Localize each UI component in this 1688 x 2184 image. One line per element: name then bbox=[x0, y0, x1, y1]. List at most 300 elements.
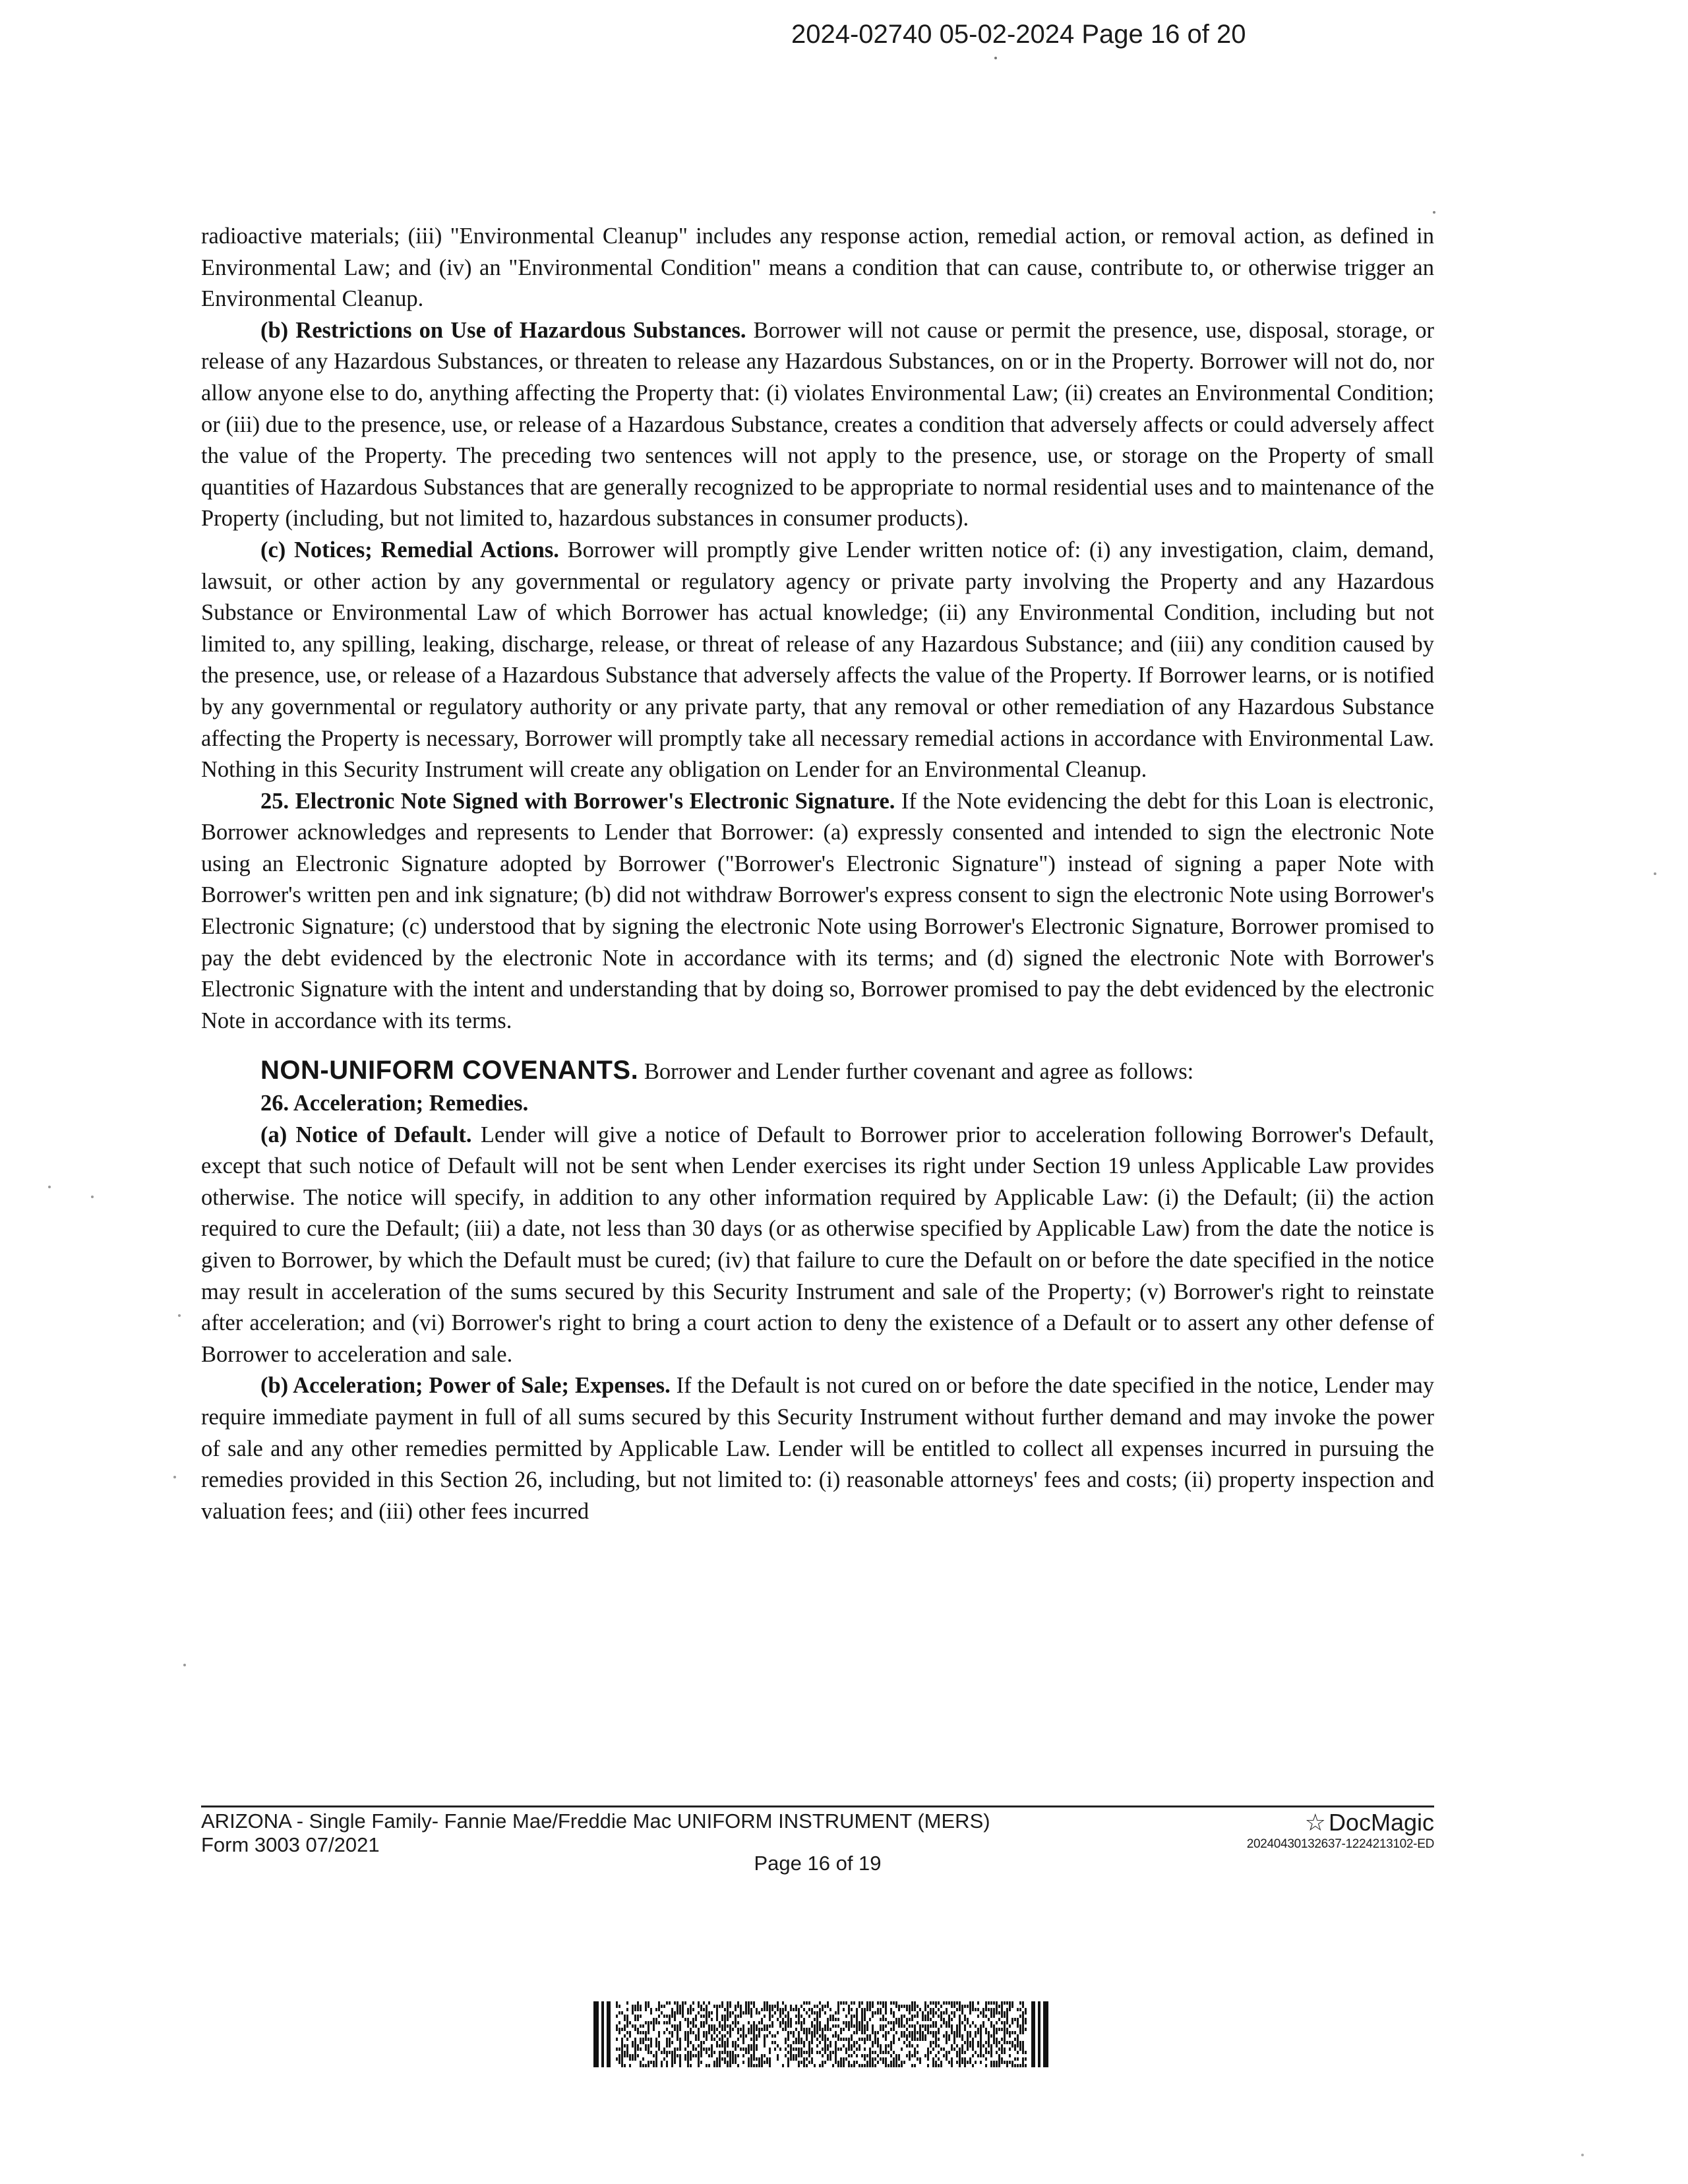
barcode-module bbox=[750, 2038, 752, 2041]
barcode-module bbox=[806, 2028, 808, 2031]
barcode-module bbox=[985, 2031, 987, 2034]
barcode-module bbox=[721, 2057, 723, 2061]
barcode-module bbox=[745, 2051, 747, 2054]
barcode-module bbox=[663, 2015, 665, 2018]
barcode-module bbox=[822, 2005, 824, 2008]
barcode-module bbox=[959, 2018, 961, 2021]
barcode-module bbox=[677, 2054, 678, 2057]
barcode-module bbox=[909, 2041, 911, 2044]
barcode-module bbox=[835, 2061, 837, 2064]
paragraph-text: radioactive materials; (iii) "Environmental Cleanup" includes any response action, remedial action, or removal action, as defined in Environmental Law; and (iv) an "Environmental Condition" means a condition that can cause, contribute to, or otherwise trigger an Environmental Cleanup. bbox=[201, 224, 1434, 312]
barcode-module bbox=[756, 2048, 758, 2051]
barcode-module bbox=[621, 2038, 623, 2041]
barcode-module bbox=[898, 2024, 900, 2028]
barcode-module bbox=[948, 2024, 950, 2028]
barcode-module bbox=[800, 2015, 802, 2018]
barcode-module bbox=[856, 2041, 858, 2044]
barcode-module bbox=[648, 2048, 649, 2051]
barcode-module bbox=[861, 2001, 863, 2005]
barcode-module bbox=[919, 2024, 921, 2028]
barcode-module bbox=[811, 2034, 813, 2038]
barcode-module bbox=[761, 2028, 763, 2031]
barcode-module bbox=[919, 2061, 921, 2064]
barcode-module bbox=[798, 2064, 800, 2067]
barcode-module bbox=[993, 2011, 995, 2015]
barcode-module bbox=[816, 2028, 818, 2031]
barcode-module bbox=[793, 2041, 795, 2044]
barcode-module bbox=[827, 2057, 829, 2061]
barcode-module bbox=[856, 2024, 858, 2028]
barcode-module bbox=[655, 2021, 657, 2024]
barcode-module bbox=[624, 2064, 626, 2067]
barcode-module bbox=[837, 2034, 839, 2038]
barcode-module bbox=[943, 2018, 945, 2021]
barcode-module bbox=[793, 2034, 795, 2038]
barcode-module bbox=[769, 2031, 771, 2034]
barcode-module bbox=[932, 2015, 934, 2018]
barcode-module bbox=[687, 2041, 689, 2044]
barcode-module bbox=[724, 2051, 726, 2054]
barcode-module bbox=[845, 2051, 847, 2054]
barcode-module bbox=[866, 2021, 868, 2024]
barcode-module bbox=[761, 2061, 763, 2064]
barcode-module bbox=[1017, 2041, 1019, 2044]
barcode-module bbox=[959, 2054, 961, 2057]
barcode-module bbox=[777, 2018, 779, 2021]
barcode-module bbox=[953, 2031, 955, 2034]
barcode-module bbox=[742, 2028, 744, 2031]
barcode-module bbox=[959, 2057, 961, 2061]
barcode-module bbox=[669, 2038, 671, 2041]
barcode-module bbox=[1006, 2011, 1008, 2015]
barcode-module bbox=[716, 2061, 718, 2064]
barcode-module bbox=[982, 2021, 984, 2024]
barcode-module bbox=[935, 2038, 937, 2041]
barcode-module bbox=[959, 2015, 961, 2018]
barcode-module bbox=[998, 2018, 1000, 2021]
barcode-module bbox=[851, 2064, 853, 2067]
barcode-module bbox=[977, 2015, 979, 2018]
barcode-module bbox=[837, 2018, 839, 2021]
barcode-module bbox=[758, 2061, 760, 2064]
barcode-module bbox=[948, 2034, 950, 2038]
barcode-module bbox=[893, 2011, 895, 2015]
recording-stamp: 2024-02740 05-02-2024 Page 16 of 20 bbox=[791, 20, 1246, 49]
barcode-module bbox=[814, 2064, 816, 2067]
barcode-module bbox=[653, 2054, 655, 2057]
barcode-module bbox=[777, 2001, 779, 2005]
scan-speck bbox=[178, 1314, 181, 1317]
barcode-module bbox=[969, 2024, 971, 2028]
barcode-module bbox=[819, 2011, 821, 2015]
barcode-module bbox=[874, 2034, 876, 2038]
barcode-module bbox=[806, 2064, 808, 2067]
barcode-module bbox=[906, 2038, 908, 2041]
barcode-module bbox=[1025, 2028, 1027, 2031]
barcode-module bbox=[861, 2008, 863, 2011]
barcode-module bbox=[990, 2064, 992, 2067]
barcode-module bbox=[911, 2008, 913, 2011]
barcode-module bbox=[885, 2008, 887, 2011]
barcode-module bbox=[1022, 2005, 1024, 2008]
barcode-module bbox=[906, 2028, 908, 2031]
barcode-module bbox=[787, 2011, 789, 2015]
barcode-module bbox=[695, 2054, 697, 2057]
barcode-module bbox=[679, 2011, 681, 2015]
barcode-module bbox=[872, 2044, 874, 2048]
barcode-module bbox=[785, 2041, 787, 2044]
barcode-module bbox=[737, 2031, 739, 2034]
barcode-module bbox=[769, 2024, 771, 2028]
barcode-module bbox=[634, 2054, 636, 2057]
barcode-module bbox=[703, 2031, 705, 2034]
barcode-module bbox=[843, 2038, 845, 2041]
barcode-module bbox=[795, 2005, 797, 2008]
barcode-module bbox=[713, 2038, 715, 2041]
barcode-module bbox=[827, 2024, 829, 2028]
barcode-module bbox=[735, 2021, 737, 2024]
barcode-module bbox=[866, 2001, 868, 2005]
barcode-module bbox=[848, 2005, 850, 2008]
barcode-module bbox=[787, 2015, 789, 2018]
barcode-module bbox=[903, 2024, 905, 2028]
barcode-module bbox=[956, 2061, 958, 2064]
barcode-module bbox=[946, 2041, 948, 2044]
barcode-module bbox=[626, 2044, 628, 2048]
barcode-module bbox=[616, 2005, 618, 2008]
barcode-module bbox=[645, 2021, 647, 2024]
barcode-module bbox=[914, 2034, 916, 2038]
barcode-module bbox=[790, 2018, 792, 2021]
barcode-module bbox=[690, 2064, 692, 2067]
barcode-module bbox=[1004, 2051, 1006, 2054]
barcode-module bbox=[856, 2015, 858, 2018]
barcode-module bbox=[888, 2044, 889, 2048]
barcode-module bbox=[1006, 2015, 1008, 2018]
barcode-module bbox=[750, 2057, 752, 2061]
barcode-module bbox=[951, 2048, 953, 2051]
barcode-module bbox=[822, 2028, 824, 2031]
barcode-module bbox=[964, 2015, 966, 2018]
barcode-module bbox=[674, 2048, 676, 2051]
barcode-module bbox=[735, 2044, 737, 2048]
barcode-module bbox=[716, 2034, 718, 2038]
barcode-module bbox=[848, 2054, 850, 2057]
barcode-module bbox=[798, 2061, 800, 2064]
barcode-module bbox=[677, 2001, 678, 2005]
barcode-module bbox=[869, 2038, 871, 2041]
barcode-module bbox=[708, 2011, 710, 2015]
barcode-module bbox=[711, 2044, 713, 2048]
barcode-module bbox=[822, 2054, 824, 2057]
barcode-module bbox=[917, 2005, 919, 2008]
barcode-module bbox=[629, 2057, 631, 2061]
barcode-module bbox=[661, 2005, 663, 2008]
barcode-module bbox=[629, 2021, 631, 2024]
barcode-module bbox=[782, 2028, 784, 2031]
barcode-module bbox=[856, 2021, 858, 2024]
barcode-module bbox=[735, 2061, 737, 2064]
barcode-module bbox=[872, 2041, 874, 2044]
barcode-module bbox=[911, 2044, 913, 2048]
barcode-module bbox=[914, 2054, 916, 2057]
barcode-module bbox=[1025, 2018, 1027, 2021]
barcode-module bbox=[919, 2028, 921, 2031]
barcode-module bbox=[1022, 2051, 1024, 2054]
barcode-module bbox=[700, 2051, 702, 2054]
barcode-module bbox=[832, 2024, 834, 2028]
barcode-module bbox=[1017, 2021, 1019, 2024]
barcode-module bbox=[993, 2008, 995, 2011]
barcode-module bbox=[700, 2044, 702, 2048]
barcode-module bbox=[872, 2001, 874, 2005]
barcode-module bbox=[946, 2011, 948, 2015]
barcode-module bbox=[1022, 2048, 1024, 2051]
barcode-module bbox=[903, 2015, 905, 2018]
barcode-module bbox=[964, 2018, 966, 2021]
barcode-module bbox=[640, 2041, 642, 2044]
barcode-module bbox=[727, 2061, 729, 2064]
barcode-module bbox=[903, 2031, 905, 2034]
barcode-module bbox=[961, 2044, 963, 2048]
barcode-module bbox=[637, 2015, 639, 2018]
barcode-module bbox=[909, 2051, 911, 2054]
barcode-module bbox=[951, 2018, 953, 2021]
barcode-module bbox=[980, 2011, 982, 2015]
barcode-module bbox=[853, 2024, 855, 2028]
barcode-module bbox=[750, 2024, 752, 2028]
barcode-module bbox=[922, 2034, 924, 2038]
barcode-module bbox=[648, 2028, 649, 2031]
barcode-module bbox=[885, 2044, 887, 2048]
barcode-module bbox=[877, 2044, 879, 2048]
barcode-module bbox=[769, 2048, 771, 2051]
barcode-module bbox=[975, 2008, 977, 2011]
barcode-module bbox=[893, 2064, 895, 2067]
barcode-module bbox=[861, 2018, 863, 2021]
barcode-module bbox=[948, 2001, 950, 2005]
barcode-module bbox=[816, 2044, 818, 2048]
barcode-module bbox=[980, 2034, 982, 2038]
barcode-module bbox=[1017, 2034, 1019, 2038]
barcode-module bbox=[885, 2011, 887, 2015]
barcode-module bbox=[869, 2005, 871, 2008]
barcode-module bbox=[679, 2041, 681, 2044]
barcode-module bbox=[901, 2031, 903, 2034]
barcode-module bbox=[819, 2008, 821, 2011]
barcode-module bbox=[750, 2028, 752, 2031]
barcode-module bbox=[629, 2064, 631, 2067]
barcode-module bbox=[729, 2064, 731, 2067]
barcode-module bbox=[1022, 2018, 1024, 2021]
barcode-module bbox=[885, 2031, 887, 2034]
barcode-module bbox=[692, 2031, 694, 2034]
barcode-module bbox=[684, 2048, 686, 2051]
footer-instrument-title: ARIZONA - Single Family- Fannie Mae/Freddie Mac UNIFORM INSTRUMENT (MERS) bbox=[201, 1809, 990, 1833]
barcode-module bbox=[632, 2024, 634, 2028]
barcode-module bbox=[795, 2048, 797, 2051]
barcode-module bbox=[787, 2018, 789, 2021]
barcode-module bbox=[882, 2057, 884, 2061]
barcode-module bbox=[785, 2005, 787, 2008]
barcode-module bbox=[1019, 2044, 1021, 2048]
barcode-module bbox=[669, 2031, 671, 2034]
barcode-module bbox=[940, 2015, 942, 2018]
barcode-module bbox=[684, 2034, 686, 2038]
barcode-module bbox=[851, 2001, 853, 2005]
barcode-module bbox=[961, 2061, 963, 2064]
barcode-module bbox=[806, 2031, 808, 2034]
barcode-module bbox=[996, 2041, 998, 2044]
barcode-module bbox=[769, 2008, 771, 2011]
barcode-module bbox=[935, 2054, 937, 2057]
barcode-module bbox=[816, 2051, 818, 2054]
barcode-module bbox=[706, 2008, 708, 2011]
barcode-module bbox=[806, 2057, 808, 2061]
barcode-module bbox=[848, 2008, 850, 2011]
barcode-module bbox=[732, 2021, 734, 2024]
barcode-module bbox=[640, 2031, 642, 2034]
barcode-module bbox=[843, 2008, 845, 2011]
barcode-module bbox=[1001, 2001, 1003, 2005]
barcode-module bbox=[914, 2024, 916, 2028]
barcode-module bbox=[761, 2064, 763, 2067]
barcode-module bbox=[874, 2057, 876, 2061]
barcode-module bbox=[721, 2015, 723, 2018]
barcode-module bbox=[811, 2021, 813, 2024]
barcode-module bbox=[964, 2028, 966, 2031]
barcode-module bbox=[961, 2008, 963, 2011]
barcode-module bbox=[737, 2001, 739, 2005]
barcode-module bbox=[808, 2028, 810, 2031]
barcode-module bbox=[866, 2061, 868, 2064]
barcode-module bbox=[800, 2028, 802, 2031]
barcode-module bbox=[655, 2008, 657, 2011]
barcode-module bbox=[998, 2028, 1000, 2031]
barcode-module bbox=[626, 2018, 628, 2021]
barcode-module bbox=[753, 2024, 755, 2028]
barcode-module bbox=[851, 2024, 853, 2028]
barcode-module bbox=[961, 2051, 963, 2054]
barcode-module bbox=[1022, 2057, 1024, 2061]
barcode-module bbox=[824, 2061, 826, 2064]
barcode-module bbox=[856, 2011, 858, 2015]
barcode-module bbox=[869, 2057, 871, 2061]
barcode-module bbox=[909, 2031, 911, 2034]
barcode-module bbox=[988, 2018, 990, 2021]
barcode-module bbox=[893, 2038, 895, 2041]
barcode-module bbox=[843, 2021, 845, 2024]
barcode-module bbox=[1017, 2024, 1019, 2028]
barcode-module bbox=[845, 2048, 847, 2051]
footer-form-number: Form 3003 07/2021 bbox=[201, 1833, 380, 1856]
barcode-module bbox=[748, 2008, 750, 2011]
barcode-module bbox=[727, 2011, 729, 2015]
barcode-module bbox=[703, 2021, 705, 2024]
barcode-module bbox=[719, 2044, 721, 2048]
barcode-module bbox=[1022, 2031, 1024, 2034]
barcode-module bbox=[711, 2011, 713, 2015]
barcode-module bbox=[829, 2057, 831, 2061]
barcode-module bbox=[824, 2011, 826, 2015]
barcode-module bbox=[882, 2028, 884, 2031]
barcode-module bbox=[719, 2038, 721, 2041]
paragraph-text: If the Note evidencing the debt for this Loan is electronic, Borrower acknowledges and represents to Lender that Borrower: (a) expressly consented and intended to sign the electronic Note using an Electronic Signature adopted by Borrower ("Borrower's Electronic Signature") instead of signing a paper Note with Borrower's written pen and ink signature; (b) did not withdraw Borrower's express consent to sign the electronic Note using Borrower's Electronic Signature; (c) understood that by signing the electronic Note using Borrower's Electronic Signature, Borrower promised to pay the debt evidenced by the electronic Note in accordance with its terms; and (d) signed the electronic Note with Borrower's Electronic Signature with the intent and understanding that by doing so, Borrower promised to pay the debt evidenced by the electronic Note in accordance with its terms. bbox=[201, 788, 1434, 1033]
barcode-module bbox=[679, 2038, 681, 2041]
barcode-module bbox=[748, 2057, 750, 2061]
barcode-module bbox=[634, 2041, 636, 2044]
barcode-module bbox=[938, 2001, 940, 2005]
barcode-module bbox=[882, 2001, 884, 2005]
barcode-module bbox=[785, 2015, 787, 2018]
barcode-module bbox=[990, 2054, 992, 2057]
barcode-module bbox=[777, 2044, 779, 2048]
barcode-module bbox=[835, 2018, 837, 2021]
barcode-module bbox=[906, 2044, 908, 2048]
barcode-module bbox=[706, 2038, 708, 2041]
barcode-module bbox=[1004, 2021, 1006, 2024]
barcode-module bbox=[727, 2031, 729, 2034]
barcode-module bbox=[909, 2005, 911, 2008]
barcode-module bbox=[980, 2054, 982, 2057]
barcode-module bbox=[914, 2001, 916, 2005]
barcode-module bbox=[724, 2024, 726, 2028]
barcode-module bbox=[951, 2011, 953, 2015]
barcode-module bbox=[616, 2038, 618, 2041]
barcode-module bbox=[748, 2028, 750, 2031]
barcode-module bbox=[948, 2018, 950, 2021]
barcode-module bbox=[922, 2038, 924, 2041]
barcode-module bbox=[732, 2044, 734, 2048]
barcode-module bbox=[750, 2031, 752, 2034]
barcode-module bbox=[698, 2064, 700, 2067]
barcode-module bbox=[898, 2057, 900, 2061]
barcode-module bbox=[861, 2011, 863, 2015]
barcode-module bbox=[953, 2041, 955, 2044]
barcode-module bbox=[877, 2001, 879, 2005]
barcode-module bbox=[632, 2008, 634, 2011]
barcode-module bbox=[655, 2061, 657, 2064]
barcode-module bbox=[932, 2008, 934, 2011]
barcode-module bbox=[1006, 2028, 1008, 2031]
barcode-module bbox=[911, 2064, 913, 2067]
barcode-module bbox=[1025, 2021, 1027, 2024]
barcode-module bbox=[911, 2001, 913, 2005]
barcode-module bbox=[880, 2057, 882, 2061]
scan-speck bbox=[1581, 2154, 1584, 2156]
barcode-module bbox=[951, 2028, 953, 2031]
barcode-module bbox=[872, 2024, 874, 2028]
barcode-module bbox=[740, 2015, 742, 2018]
barcode-module bbox=[658, 2015, 660, 2018]
barcode-module bbox=[742, 2054, 744, 2057]
barcode-module bbox=[677, 2024, 678, 2028]
barcode-module bbox=[658, 2005, 660, 2008]
barcode-module bbox=[969, 2061, 971, 2064]
barcode-module bbox=[690, 2057, 692, 2061]
barcode-module bbox=[969, 2031, 971, 2034]
barcode-module bbox=[1004, 2024, 1006, 2028]
barcode-module bbox=[864, 2064, 866, 2067]
barcode-module bbox=[727, 2054, 729, 2057]
barcode-module bbox=[758, 2064, 760, 2067]
barcode-module bbox=[998, 2054, 1000, 2057]
barcode-module bbox=[938, 2064, 940, 2067]
barcode-module bbox=[764, 2054, 766, 2057]
barcode-right-bar bbox=[1038, 2001, 1040, 2067]
barcode-module bbox=[996, 2051, 998, 2054]
barcode-module bbox=[885, 2048, 887, 2051]
